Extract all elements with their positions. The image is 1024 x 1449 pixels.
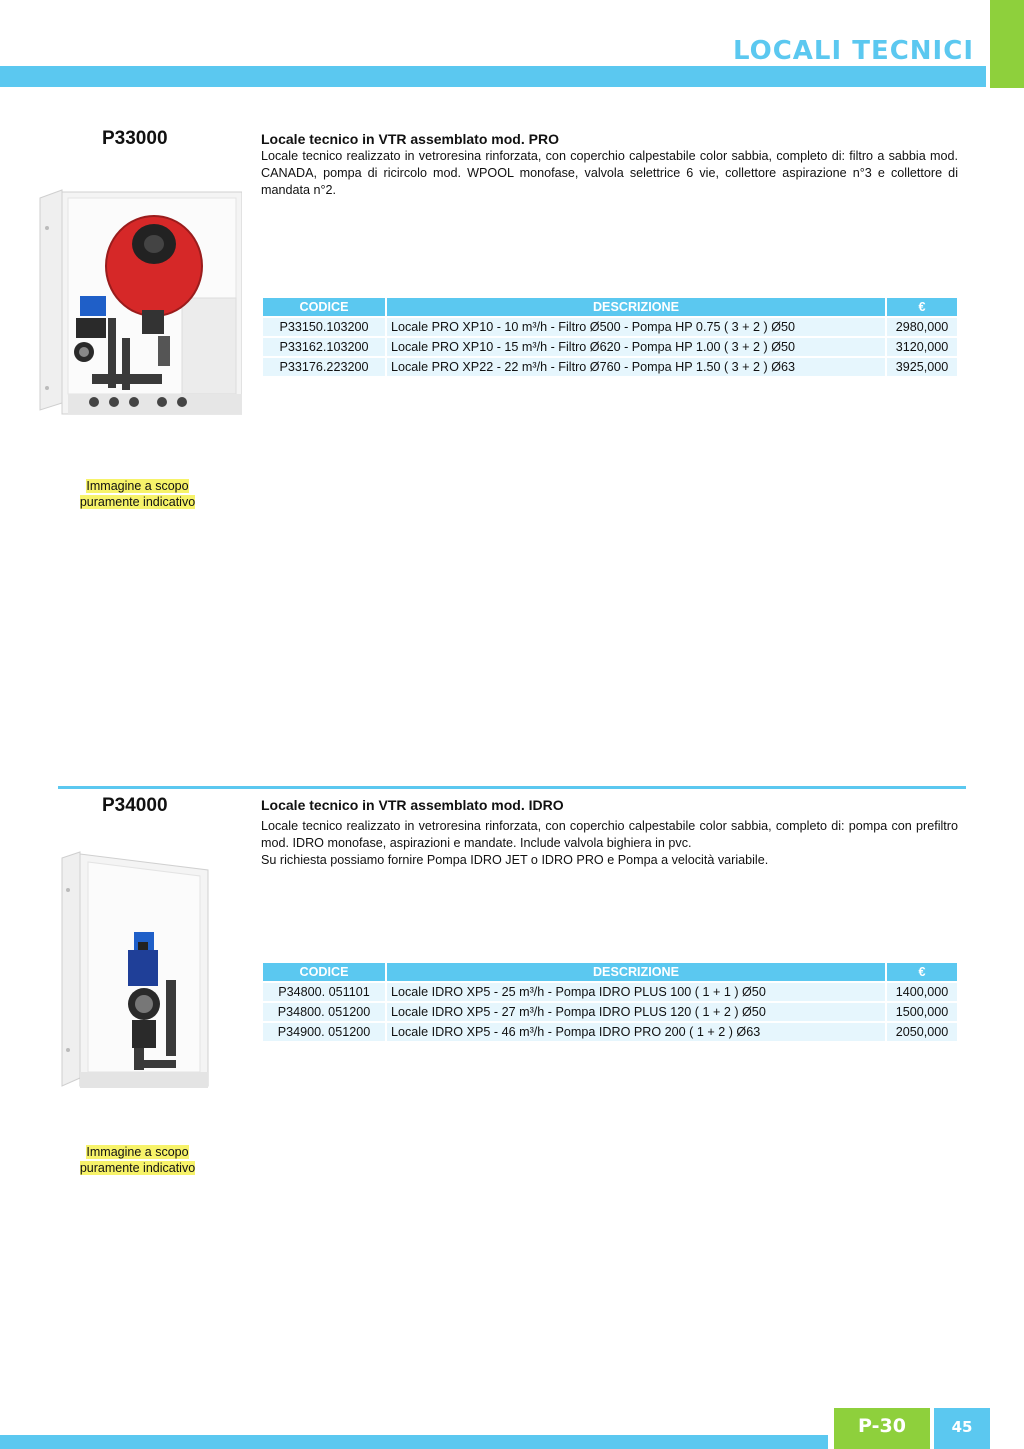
description-paragraph: Su richiesta possiamo fornire Pompa IDRO JET o IDRO PRO e Pompa a velocità variabile. [261, 853, 769, 867]
cell-descrizione: Locale IDRO XP5 - 25 m³/h - Pompa IDRO PLUS 100 ( 1 + 1 ) Ø50 [387, 983, 885, 1001]
header-green-tab [990, 0, 1024, 88]
cell-descrizione: Locale IDRO XP5 - 46 m³/h - Pompa IDRO PRO 200 ( 1 + 2 ) Ø63 [387, 1023, 885, 1041]
cell-price: 3925,000 [887, 358, 957, 376]
table-row [263, 358, 957, 376]
product-code-p34000: P34000 [102, 795, 168, 816]
cell-codice: P34900. 051200 [263, 1023, 385, 1041]
product-title-idro: Locale tecnico in VTR assemblato mod. IDRO [261, 797, 564, 813]
caption-line: puramente indicativo [79, 1161, 196, 1175]
table-header-row [263, 298, 957, 316]
footer-section-label: P-30 [834, 1408, 930, 1449]
caption-line: Immagine a scopo [86, 1145, 189, 1159]
caption-line: puramente indicativo [79, 495, 196, 509]
column-header-descrizione: DESCRIZIONE [387, 298, 885, 316]
product-code-p33000: P33000 [102, 128, 168, 149]
footer-bar [0, 1435, 828, 1449]
locale-idro-image [58, 850, 218, 1095]
page-number: 45 [934, 1408, 990, 1449]
table-row [263, 1003, 957, 1021]
header-bar [0, 66, 986, 87]
column-header-codice: CODICE [263, 963, 385, 981]
product-title-pro: Locale tecnico in VTR assemblato mod. PRO [261, 131, 559, 147]
image-caption-pro [60, 478, 215, 510]
section-divider [58, 786, 966, 789]
cell-price: 1500,000 [887, 1003, 957, 1021]
cell-price: 2050,000 [887, 1023, 957, 1041]
column-header-price: € [887, 963, 957, 981]
caption-line: Immagine a scopo [86, 479, 189, 493]
description-paragraph: Locale tecnico realizzato in vetroresina rinforzata, con coperchio calpestabile color sabbia, completo di: filtro a sabbia mod. CANADA, pompa di ricircolo mod. WPOOL monofase, valvola selettrice 6 vie, collettore aspirazione n°3 e collettore di mandata n°2. [261, 149, 958, 197]
cell-codice: P34800. 051200 [263, 1003, 385, 1021]
column-header-price: € [887, 298, 957, 316]
table-row [263, 338, 957, 356]
page-title: LOCALI TECNICI [732, 36, 974, 66]
cell-descrizione: Locale PRO XP10 - 15 m³/h - Filtro Ø620 - Pompa HP 1.00 ( 3 + 2 ) Ø50 [387, 338, 885, 356]
product-description-pro [261, 148, 958, 199]
cell-price: 3120,000 [887, 338, 957, 356]
cell-descrizione: Locale PRO XP10 - 10 m³/h - Filtro Ø500 - Pompa HP 0.75 ( 3 + 2 ) Ø50 [387, 318, 885, 336]
cell-codice: P34800. 051101 [263, 983, 385, 1001]
price-table-idro [261, 961, 959, 1043]
table-row [263, 1023, 957, 1041]
image-caption-idro [60, 1144, 215, 1176]
cell-descrizione: Locale IDRO XP5 - 27 m³/h - Pompa IDRO PLUS 120 ( 1 + 2 ) Ø50 [387, 1003, 885, 1021]
column-header-codice: CODICE [263, 298, 385, 316]
locale-pro-image [32, 188, 242, 428]
table-row [263, 318, 957, 336]
cell-codice: P33176.223200 [263, 358, 385, 376]
product-description-idro [261, 818, 958, 869]
cell-descrizione: Locale PRO XP22 - 22 m³/h - Filtro Ø760 - Pompa HP 1.50 ( 3 + 2 ) Ø63 [387, 358, 885, 376]
price-table-pro [261, 296, 959, 378]
table-header-row [263, 963, 957, 981]
column-header-descrizione: DESCRIZIONE [387, 963, 885, 981]
cell-codice: P33150.103200 [263, 318, 385, 336]
description-paragraph: Locale tecnico realizzato in vetroresina rinforzata, con coperchio calpestabile color sabbia, completo di: pompa con prefiltro mod. IDRO monofase, aspirazioni e mandate. Include valvola bighiera in pvc. [261, 819, 958, 850]
cell-price: 1400,000 [887, 983, 957, 1001]
table-row [263, 983, 957, 1001]
cell-codice: P33162.103200 [263, 338, 385, 356]
cell-price: 2980,000 [887, 318, 957, 336]
